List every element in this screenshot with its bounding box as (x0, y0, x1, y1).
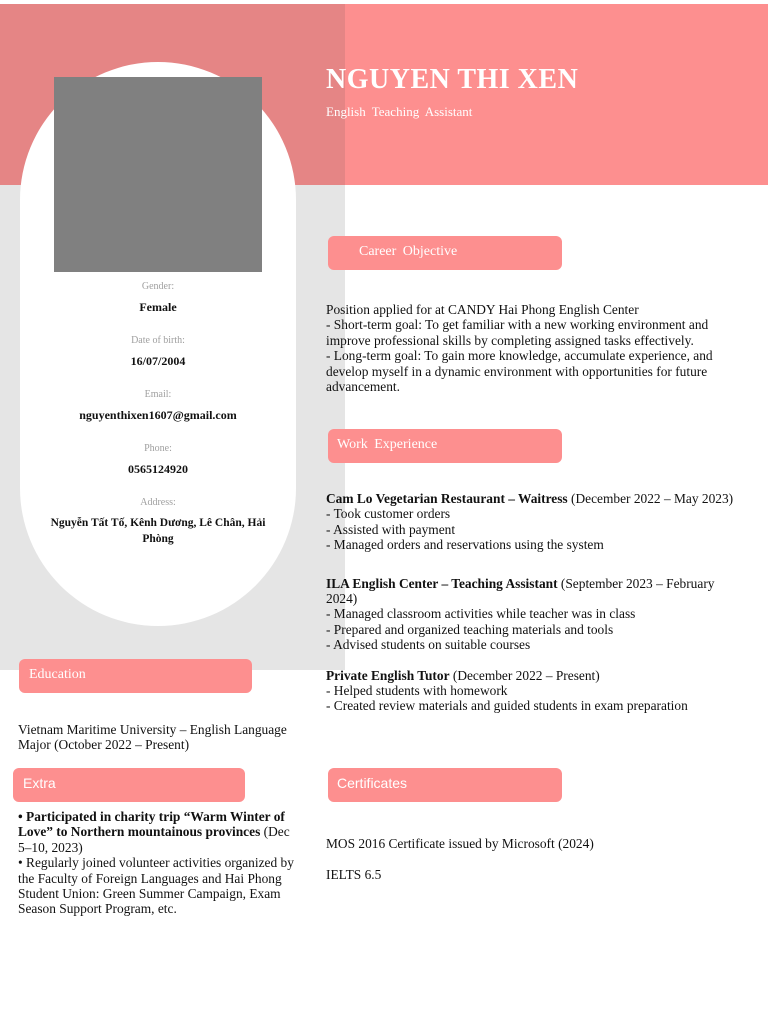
education-heading: Education (19, 659, 252, 693)
gender-value: Female (139, 300, 177, 314)
extra-heading: Extra (13, 768, 245, 802)
job-entry (326, 576, 748, 653)
extra-item-date: (Dec 5–10, 2023) (18, 824, 290, 855)
candidate-title: English Teaching Assistant (326, 104, 473, 119)
phone-block (20, 443, 296, 477)
job-duty: - Advised students on suitable courses (326, 637, 531, 653)
career-line: Position applied for at CANDY Hai Phong English Center (326, 302, 639, 317)
email-label: Email: (144, 389, 172, 400)
work-experience-text (326, 491, 748, 714)
job-period: (December 2022 – May 2023) (567, 491, 734, 506)
dob-value: 16/07/2004 (130, 354, 186, 368)
job-duty: - Helped students with homework (326, 683, 508, 699)
profile-photo-placeholder (54, 77, 262, 272)
career-line: - Long-term goal: To gain more knowledge, accumulate experience, and develop myself in a dynamic environment with opportunities for future advancement. (326, 348, 713, 395)
email-block (20, 389, 296, 423)
gender-label: Gender: (141, 281, 175, 292)
job-duty: - Managed orders and reservations using the system (326, 537, 604, 553)
extra-text (18, 809, 298, 917)
job-title: Private English Tutor (326, 667, 450, 683)
work-experience-heading: Work Experience (328, 429, 562, 463)
address-label: Address: (140, 497, 176, 508)
phone-label: Phone: (144, 443, 172, 454)
career-objective-heading: Career Objective (328, 236, 562, 270)
extra-item: • Regularly joined volunteer activities organized by the Faculty of Foreign Languages and Hai Phong Student Union: Green Summer Campaign, Exam Season Support Program, etc. (18, 855, 294, 917)
job-duty: - Prepared and organized teaching materials and tools (326, 621, 614, 637)
dob-block (20, 335, 296, 369)
certificates-text (326, 836, 746, 883)
certificate-item: IELTS 6.5 (326, 867, 382, 883)
job-title: Cam Lo Vegetarian Restaurant – Waitress (326, 491, 568, 506)
job-duty: - Took customer orders (326, 506, 451, 522)
education-text: Vietnam Maritime University – English Language Major (October 2022 – Present) (18, 722, 287, 753)
certificate-item: MOS 2016 Certificate issued by Microsoft (2024) (326, 836, 594, 851)
job-duty: - Assisted with payment (326, 521, 456, 537)
address-block (50, 497, 266, 547)
job-period: (December 2022 – Present) (449, 667, 600, 683)
job-duty: - Managed classroom activities while teacher was in class (326, 606, 636, 622)
job-period: (September 2023 – February 2024) (326, 575, 715, 607)
career-line: - Short-term goal: To get familiar with a new working environment and improve professional skills by completing assigned tasks effectively. (326, 317, 709, 348)
phone-value: 0565124920 (128, 462, 188, 476)
job-title: ILA English Center – Teaching Assistant (326, 575, 558, 591)
job-entry (326, 491, 748, 553)
job-duty: - Created review materials and guided students in exam preparation (326, 698, 688, 714)
extra-item-bold: • Participated in charity trip “Warm Winter of Love” to Northern mountainous provinces (18, 809, 285, 840)
career-objective-text (326, 302, 746, 394)
dob-label: Date of birth: (131, 335, 185, 346)
address-value: Nguyễn Tất Tố, Kênh Dương, Lê Chân, Hải Phòng (50, 517, 266, 545)
email-value: nguyenthixen1607@gmail.com (79, 408, 237, 422)
candidate-name: NGUYEN THI XEN (326, 64, 579, 95)
job-entry (326, 668, 748, 714)
gender-block (20, 281, 296, 315)
certificates-heading: Certificates (328, 768, 562, 802)
